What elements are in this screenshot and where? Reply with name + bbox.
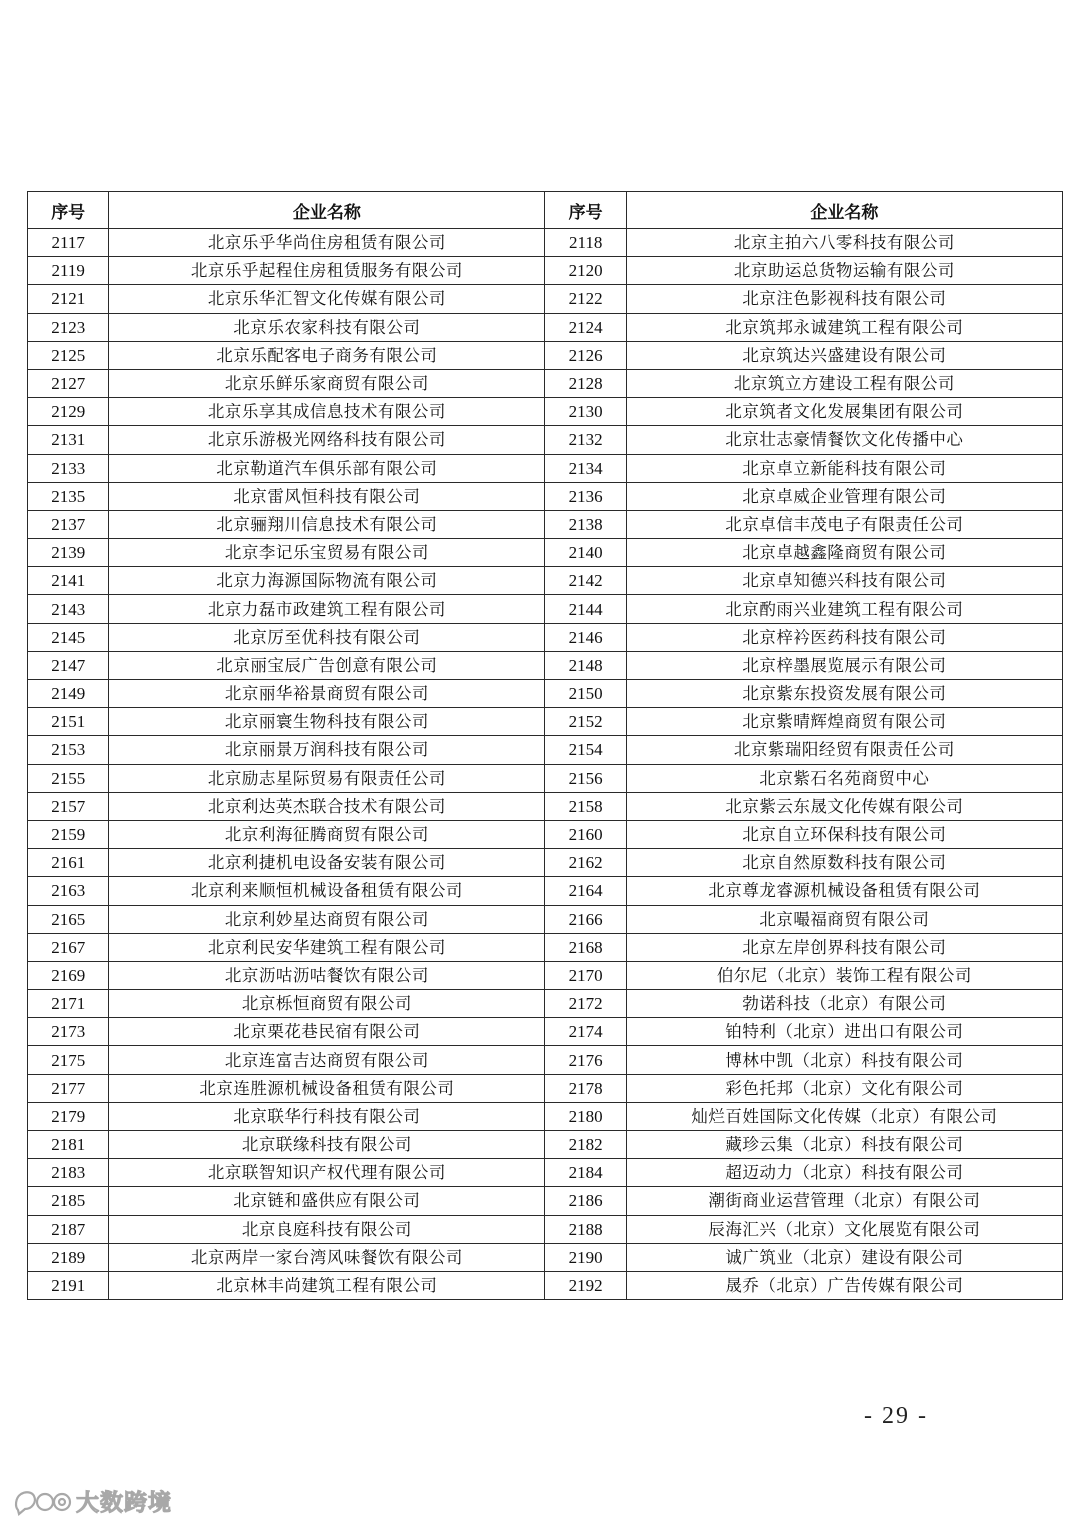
table-row	[28, 820, 1063, 848]
cell-seq-right: 2132	[545, 426, 626, 454]
cell-seq-right: 2154	[545, 736, 626, 764]
table-row	[28, 708, 1063, 736]
cell-company-name-left: 北京利民安华建筑工程有限公司	[109, 933, 545, 961]
header-seq-right: 序号	[545, 192, 626, 229]
cell-seq-right: 2186	[545, 1187, 626, 1215]
cell-seq-left: 2165	[28, 905, 109, 933]
table-row	[28, 623, 1063, 651]
company-list-table	[27, 191, 1063, 1300]
cell-seq-right: 2162	[545, 849, 626, 877]
cell-company-name-right: 彩色托邦（北京）文化有限公司	[626, 1074, 1062, 1102]
cell-seq-right: 2150	[545, 680, 626, 708]
cell-seq-right: 2160	[545, 820, 626, 848]
cell-seq-left: 2147	[28, 651, 109, 679]
cell-company-name-left: 北京雷风恒科技有限公司	[109, 482, 545, 510]
header-company-name-left: 企业名称	[109, 192, 545, 229]
table-row	[28, 595, 1063, 623]
table-row	[28, 990, 1063, 1018]
cell-company-name-left: 北京联华行科技有限公司	[109, 1102, 545, 1130]
table-row	[28, 1271, 1063, 1299]
cell-seq-right: 2182	[545, 1131, 626, 1159]
cell-company-name-left: 北京林丰尚建筑工程有限公司	[109, 1271, 545, 1299]
cell-seq-left: 2153	[28, 736, 109, 764]
cell-company-name-right: 潮街商业运营管理（北京）有限公司	[626, 1187, 1062, 1215]
table-row	[28, 877, 1063, 905]
cell-seq-left: 2163	[28, 877, 109, 905]
table-row	[28, 257, 1063, 285]
table-row	[28, 1046, 1063, 1074]
cell-company-name-left: 北京乐农家科技有限公司	[109, 313, 545, 341]
cell-company-name-right: 北京紫石名苑商贸中心	[626, 764, 1062, 792]
table-row	[28, 313, 1063, 341]
cell-company-name-left: 北京力磊市政建筑工程有限公司	[109, 595, 545, 623]
cell-company-name-right: 北京卓越鑫隆商贸有限公司	[626, 539, 1062, 567]
cell-company-name-left: 北京乐华汇智文化传媒有限公司	[109, 285, 545, 313]
cell-seq-left: 2179	[28, 1102, 109, 1130]
cell-seq-left: 2181	[28, 1131, 109, 1159]
cell-seq-left: 2169	[28, 961, 109, 989]
cell-seq-left: 2121	[28, 285, 109, 313]
cell-company-name-right: 博林中凯（北京）科技有限公司	[626, 1046, 1062, 1074]
cell-company-name-right: 北京壮志豪情餐饮文化传播中心	[626, 426, 1062, 454]
cell-company-name-left: 北京连胜源机械设备租赁有限公司	[109, 1074, 545, 1102]
cell-company-name-left: 北京骊翔川信息技术有限公司	[109, 510, 545, 538]
cell-seq-left: 2189	[28, 1243, 109, 1271]
table-row	[28, 285, 1063, 313]
cell-company-name-left: 北京栎恒商贸有限公司	[109, 990, 545, 1018]
cell-seq-left: 2173	[28, 1018, 109, 1046]
cell-company-name-right: 北京卓立新能科技有限公司	[626, 454, 1062, 482]
table-row	[28, 764, 1063, 792]
table-row	[28, 229, 1063, 257]
cell-seq-left: 2141	[28, 567, 109, 595]
cell-company-name-left: 北京丽宝辰广告创意有限公司	[109, 651, 545, 679]
cell-seq-right: 2118	[545, 229, 626, 257]
cell-company-name-right: 北京筑立方建设工程有限公司	[626, 369, 1062, 397]
cell-seq-right: 2126	[545, 341, 626, 369]
cell-seq-right: 2146	[545, 623, 626, 651]
watermark	[12, 1483, 172, 1517]
cell-seq-left: 2127	[28, 369, 109, 397]
table-row	[28, 1074, 1063, 1102]
cell-seq-right: 2192	[545, 1271, 626, 1299]
cell-seq-left: 2149	[28, 680, 109, 708]
cell-seq-right: 2130	[545, 398, 626, 426]
cell-company-name-right: 晟乔（北京）广告传媒有限公司	[626, 1271, 1062, 1299]
table-row	[28, 398, 1063, 426]
table-row	[28, 961, 1063, 989]
cell-seq-left: 2161	[28, 849, 109, 877]
table-row	[28, 1159, 1063, 1187]
cell-company-name-left: 北京厉至优科技有限公司	[109, 623, 545, 651]
cell-seq-left: 2177	[28, 1074, 109, 1102]
table-row	[28, 369, 1063, 397]
cell-seq-right: 2178	[545, 1074, 626, 1102]
cell-company-name-right: 北京卓威企业管理有限公司	[626, 482, 1062, 510]
table-row	[28, 567, 1063, 595]
cell-company-name-right: 北京自立环保科技有限公司	[626, 820, 1062, 848]
cell-company-name-right: 北京紫瑞阳经贸有限责任公司	[626, 736, 1062, 764]
cell-company-name-left: 北京利来顺恒机械设备租赁有限公司	[109, 877, 545, 905]
cell-seq-left: 2139	[28, 539, 109, 567]
table-row	[28, 510, 1063, 538]
cell-seq-right: 2120	[545, 257, 626, 285]
cell-company-name-right: 北京主拍六八零科技有限公司	[626, 229, 1062, 257]
cell-seq-right: 2174	[545, 1018, 626, 1046]
cell-seq-right: 2164	[545, 877, 626, 905]
table-row	[28, 539, 1063, 567]
cell-seq-left: 2129	[28, 398, 109, 426]
cell-company-name-right: 北京筑达兴盛建设有限公司	[626, 341, 1062, 369]
table-row	[28, 341, 1063, 369]
cell-seq-right: 2122	[545, 285, 626, 313]
cell-company-name-right: 藏珍云集（北京）科技有限公司	[626, 1131, 1062, 1159]
cell-seq-left: 2135	[28, 482, 109, 510]
table-row	[28, 1018, 1063, 1046]
cell-seq-right: 2158	[545, 792, 626, 820]
cell-company-name-left: 北京利捷机电设备安装有限公司	[109, 849, 545, 877]
cell-seq-left: 2191	[28, 1271, 109, 1299]
cell-company-name-left: 北京乐乎华尚住房租赁有限公司	[109, 229, 545, 257]
cell-company-name-left: 北京乐享其成信息技术有限公司	[109, 398, 545, 426]
header-seq-left: 序号	[28, 192, 109, 229]
cell-company-name-right: 伯尔尼（北京）装饰工程有限公司	[626, 961, 1062, 989]
cell-company-name-right: 北京紫云东晟文化传媒有限公司	[626, 792, 1062, 820]
table-row	[28, 482, 1063, 510]
cell-seq-right: 2140	[545, 539, 626, 567]
cell-company-name-right: 北京嘬福商贸有限公司	[626, 905, 1062, 933]
cell-company-name-right: 辰海汇兴（北京）文化展览有限公司	[626, 1215, 1062, 1243]
cell-company-name-left: 北京连富吉达商贸有限公司	[109, 1046, 545, 1074]
cell-company-name-right: 北京注色影视科技有限公司	[626, 285, 1062, 313]
table-row	[28, 1187, 1063, 1215]
cell-company-name-left: 北京乐配客电子商务有限公司	[109, 341, 545, 369]
cell-seq-right: 2128	[545, 369, 626, 397]
cell-seq-left: 2183	[28, 1159, 109, 1187]
cell-company-name-right: 勃诺科技（北京）有限公司	[626, 990, 1062, 1018]
cell-company-name-left: 北京丽景万润科技有限公司	[109, 736, 545, 764]
cell-company-name-right: 北京梓墨展览展示有限公司	[626, 651, 1062, 679]
table-row	[28, 736, 1063, 764]
cell-company-name-right: 北京梓衿医药科技有限公司	[626, 623, 1062, 651]
cell-company-name-right: 北京左岸创界科技有限公司	[626, 933, 1062, 961]
cell-company-name-right: 北京筑者文化发展集团有限公司	[626, 398, 1062, 426]
page-number: - 29 -	[864, 1403, 928, 1429]
cell-company-name-left: 北京良庭科技有限公司	[109, 1215, 545, 1243]
table-row	[28, 680, 1063, 708]
table-row	[28, 651, 1063, 679]
cell-company-name-right: 北京筑邦永诚建筑工程有限公司	[626, 313, 1062, 341]
table-header	[28, 192, 1063, 229]
table-body	[28, 229, 1063, 1300]
cell-seq-left: 2157	[28, 792, 109, 820]
cell-company-name-right: 灿烂百姓国际文化传媒（北京）有限公司	[626, 1102, 1062, 1130]
cell-seq-left: 2133	[28, 454, 109, 482]
header-company-name-right: 企业名称	[626, 192, 1062, 229]
cell-company-name-right: 北京卓知德兴科技有限公司	[626, 567, 1062, 595]
chat-bubble-logo-icon	[12, 1483, 74, 1517]
table-row	[28, 933, 1063, 961]
cell-seq-right: 2156	[545, 764, 626, 792]
cell-seq-right: 2144	[545, 595, 626, 623]
cell-company-name-left: 北京李记乐宝贸易有限公司	[109, 539, 545, 567]
cell-company-name-left: 北京两岸一家台湾风味餐饮有限公司	[109, 1243, 545, 1271]
cell-seq-left: 2167	[28, 933, 109, 961]
cell-seq-left: 2187	[28, 1215, 109, 1243]
cell-seq-left: 2175	[28, 1046, 109, 1074]
cell-seq-left: 2125	[28, 341, 109, 369]
cell-company-name-right: 北京紫东投资发展有限公司	[626, 680, 1062, 708]
cell-company-name-left: 北京勒道汽车俱乐部有限公司	[109, 454, 545, 482]
cell-seq-left: 2151	[28, 708, 109, 736]
cell-company-name-left: 北京利达英杰联合技术有限公司	[109, 792, 545, 820]
watermark-text: 大数跨境	[76, 1489, 172, 1516]
cell-seq-right: 2170	[545, 961, 626, 989]
cell-seq-left: 2171	[28, 990, 109, 1018]
cell-seq-left: 2159	[28, 820, 109, 848]
table-row	[28, 905, 1063, 933]
cell-company-name-right: 北京尊龙睿源机械设备租赁有限公司	[626, 877, 1062, 905]
cell-seq-right: 2190	[545, 1243, 626, 1271]
cell-company-name-left: 北京栗花巷民宿有限公司	[109, 1018, 545, 1046]
cell-seq-left: 2123	[28, 313, 109, 341]
cell-company-name-left: 北京丽华裕景商贸有限公司	[109, 680, 545, 708]
table-row	[28, 1102, 1063, 1130]
cell-company-name-right: 北京酌雨兴业建筑工程有限公司	[626, 595, 1062, 623]
cell-seq-right: 2138	[545, 510, 626, 538]
cell-company-name-right: 北京卓信丰茂电子有限责任公司	[626, 510, 1062, 538]
cell-seq-right: 2180	[545, 1102, 626, 1130]
table-row	[28, 454, 1063, 482]
table-row	[28, 1131, 1063, 1159]
cell-company-name-left: 北京乐鲜乐家商贸有限公司	[109, 369, 545, 397]
cell-company-name-left: 北京利海征腾商贸有限公司	[109, 820, 545, 848]
cell-company-name-right: 北京自然原数科技有限公司	[626, 849, 1062, 877]
cell-company-name-right: 铂特利（北京）进出口有限公司	[626, 1018, 1062, 1046]
cell-company-name-left: 北京沥咕沥咕餐饮有限公司	[109, 961, 545, 989]
header-row	[28, 192, 1063, 229]
cell-company-name-right: 诚广筑业（北京）建设有限公司	[626, 1243, 1062, 1271]
table-row	[28, 1215, 1063, 1243]
cell-company-name-left: 北京链和盛供应有限公司	[109, 1187, 545, 1215]
cell-company-name-right: 北京助运总货物运输有限公司	[626, 257, 1062, 285]
cell-seq-right: 2152	[545, 708, 626, 736]
table-row	[28, 792, 1063, 820]
cell-seq-left: 2145	[28, 623, 109, 651]
cell-seq-left: 2155	[28, 764, 109, 792]
cell-company-name-left: 北京联智知识产权代理有限公司	[109, 1159, 545, 1187]
table-row	[28, 1243, 1063, 1271]
cell-seq-right: 2134	[545, 454, 626, 482]
cell-company-name-right: 北京紫晴辉煌商贸有限公司	[626, 708, 1062, 736]
cell-company-name-right: 超迈动力（北京）科技有限公司	[626, 1159, 1062, 1187]
cell-seq-left: 2119	[28, 257, 109, 285]
cell-seq-right: 2136	[545, 482, 626, 510]
cell-company-name-left: 北京利妙星达商贸有限公司	[109, 905, 545, 933]
cell-company-name-left: 北京励志星际贸易有限责任公司	[109, 764, 545, 792]
cell-seq-left: 2137	[28, 510, 109, 538]
table-row	[28, 849, 1063, 877]
cell-company-name-left: 北京乐游极光网络科技有限公司	[109, 426, 545, 454]
table-row	[28, 426, 1063, 454]
cell-seq-right: 2172	[545, 990, 626, 1018]
cell-seq-right: 2176	[545, 1046, 626, 1074]
cell-seq-right: 2168	[545, 933, 626, 961]
cell-seq-right: 2142	[545, 567, 626, 595]
cell-company-name-left: 北京丽寰生物科技有限公司	[109, 708, 545, 736]
cell-seq-left: 2185	[28, 1187, 109, 1215]
cell-company-name-left: 北京力海源国际物流有限公司	[109, 567, 545, 595]
cell-seq-right: 2124	[545, 313, 626, 341]
cell-seq-left: 2131	[28, 426, 109, 454]
cell-company-name-left: 北京乐乎起程住房租赁服务有限公司	[109, 257, 545, 285]
cell-seq-right: 2166	[545, 905, 626, 933]
cell-seq-right: 2184	[545, 1159, 626, 1187]
cell-seq-right: 2148	[545, 651, 626, 679]
cell-seq-right: 2188	[545, 1215, 626, 1243]
cell-company-name-left: 北京联缘科技有限公司	[109, 1131, 545, 1159]
cell-seq-left: 2117	[28, 229, 109, 257]
cell-seq-left: 2143	[28, 595, 109, 623]
